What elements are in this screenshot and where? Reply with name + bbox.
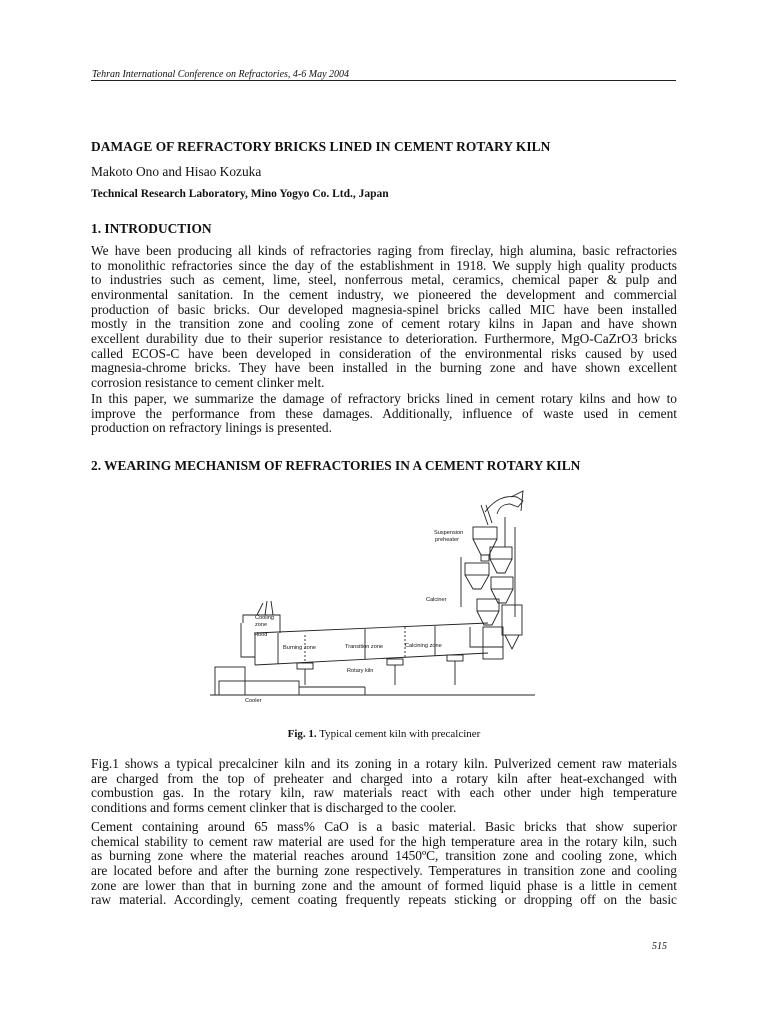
text-line: chemical stability to cement raw material are used for the high temperature area in the rotary kiln, such [91, 833, 677, 849]
text-line: zone are lower than that in burning zone and the amount of formed liquid phase is a little in cement [91, 877, 677, 893]
label-transition-zone: Transition zone [345, 644, 384, 650]
page-number: 515 [652, 941, 667, 952]
author-line: Makoto Ono and Hisao Kozuka [91, 164, 262, 179]
text-line: We have been producing all kinds of refractories raging from fireclay, high alumina, basic refractories [91, 243, 677, 258]
caption-text: Typical cement kiln with precalciner [316, 728, 481, 740]
text-line: production on refractory linings is presented. [91, 420, 332, 436]
text-line: conditions and forms cement clinker that is discharged to the cooler. [91, 799, 457, 815]
paper-title: DAMAGE OF REFRACTORY BRICKS LINED IN CEMENT ROTARY KILN [91, 139, 551, 154]
text-line: excellent durability due to their superior resistance to deterioration. Furthermore, MgO-CaZrO3 bricks [91, 330, 677, 346]
text-line: corrosion resistance to cement clinker melt. [91, 374, 325, 390]
section-heading-wearing-mechanism: 2. WEARING MECHANISM OF REFRACTORIES IN A CEMENT ROTARY KILN [91, 458, 581, 473]
text-line: are charged from the top of preheater and charged into a rotary kiln after heat-exchanged with [91, 770, 677, 786]
label-cooler: Cooler [245, 698, 262, 704]
text-line: In this paper, we summarize the damage of refractory bricks lined in cement rotary kilns and how to [91, 391, 677, 406]
text-line: as burning zone where the material reaches around 1450ºC, transition zone and cooling zone, which [91, 848, 677, 864]
label-suspension-preheater: Suspension [434, 530, 464, 536]
label-rotary-kiln: Rotary kiln [347, 668, 374, 674]
text-line: to monolithic refractories since the day of the establishment in 1918. We supply high quality products [91, 257, 677, 273]
text-line: called ECOS-C have been developed in consideration of the environmental risks caused by used [91, 345, 677, 361]
figure-labels [245, 530, 463, 704]
caption-label: Fig. 1. [287, 728, 317, 740]
label-suspension-preheater: preheater [435, 537, 459, 543]
header-rule [91, 80, 676, 81]
text-line: raw material. Accordingly, cement coating frequently repeats sticking or dropping off on the basic [91, 892, 677, 908]
section-heading-introduction: 1. INTRODUCTION [91, 221, 212, 236]
paragraph-intro-1 [91, 244, 677, 391]
text-line: magnesia-chrome bricks. They have been installed in the burning zone and have shown excellent [91, 360, 677, 376]
text-line: improve the performance from these damages. Additionally, influence of waste used in cement [91, 405, 677, 421]
paragraph-intro-2 [91, 392, 677, 436]
figure-caption [0, 728, 768, 740]
running-header: Tehran International Conference on Refractories, 4-6 May 2004 [92, 69, 350, 80]
label-burning-zone: Burning zone [283, 645, 316, 651]
text-line: are located before and after the burning zone respectively. Temperatures in transition zone and cooling [91, 862, 677, 878]
text-line: to industries such as cement, lime, steel, nonferrous metal, ceramics, chemical paper & pulp and [91, 272, 677, 288]
text-line: Cement containing around 65 mass% CaO is a basic material. Basic bricks that show superior [91, 819, 677, 834]
paragraph-body-1 [91, 757, 677, 816]
text-line: combustion gas. In the rotary kiln, raw materials react with each other under high temperature [91, 785, 677, 801]
text-line: mostly in the transition zone and cooling zone of cement rotary kilns in Japan and have shown [91, 316, 677, 332]
affiliation: Technical Research Laboratory, Mino Yogyo Co. Ltd., Japan [91, 188, 389, 200]
figure-kiln-diagram [205, 487, 550, 712]
text-line: environmental sanitation. In the cement industry, we pioneered the development and commercial [91, 286, 677, 302]
text-line: production of basic bricks. Our developed magnesia-spinel bricks called MIC have been installed [91, 301, 677, 317]
label-calcining-zone: Calcining zone [405, 643, 442, 649]
label-hood: Hood [254, 632, 268, 638]
paragraph-body-2 [91, 820, 677, 908]
label-calciner: Calciner [426, 597, 447, 603]
text-line: Fig.1 shows a typical precalciner kiln and its zoning in a rotary kiln. Pulverized cement raw materials [91, 756, 677, 771]
label-cooling-zone: Cooling [255, 615, 274, 621]
label-cooling-zone: zone [255, 622, 268, 628]
